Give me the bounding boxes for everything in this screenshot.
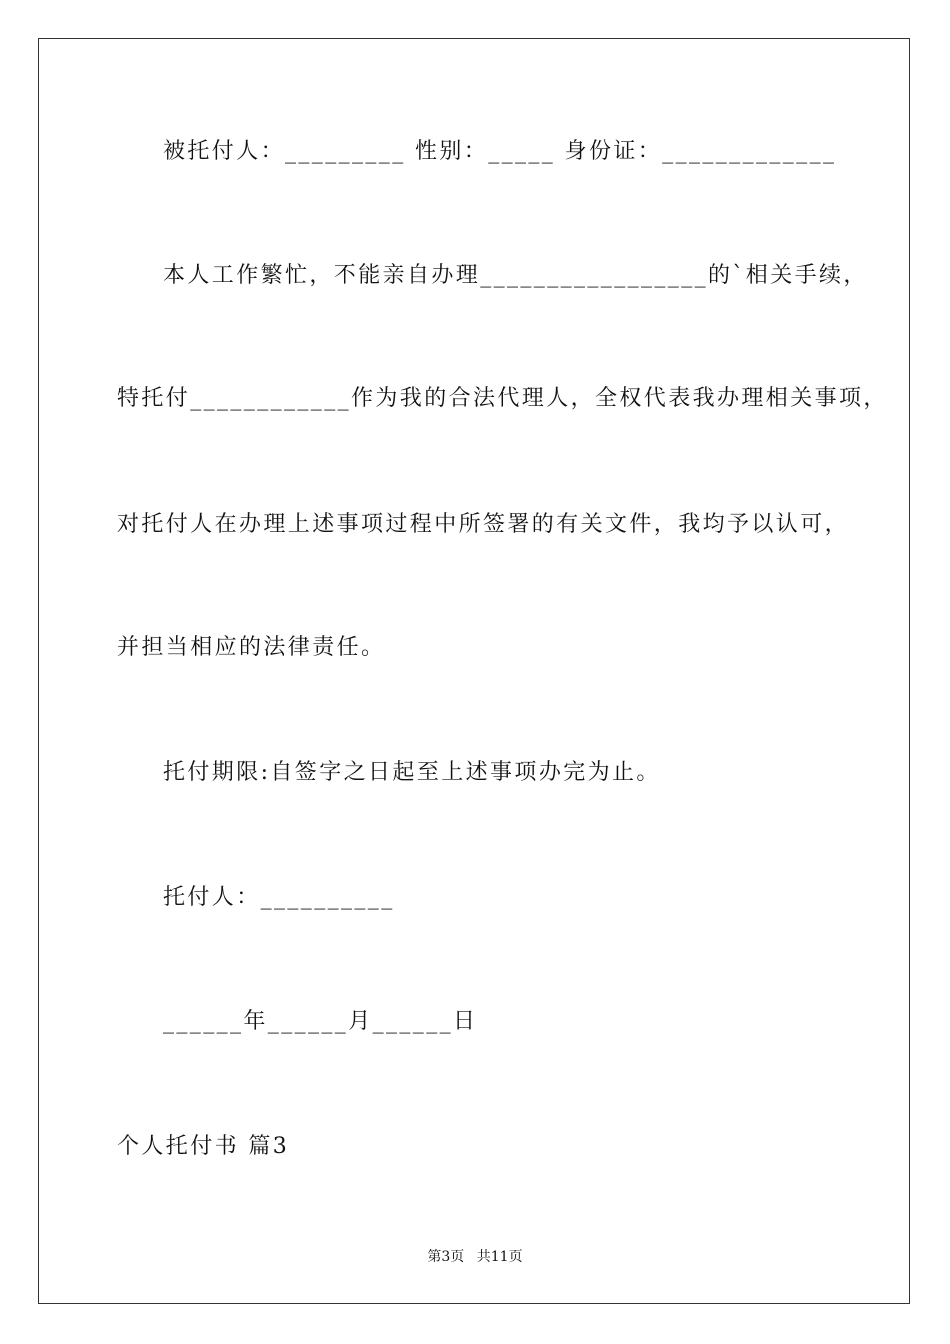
section-heading: 个人托付书 篇3 [117, 1134, 290, 1159]
term-line: 托付期限:自签字之日起至上述事项办完为止。 [163, 760, 661, 785]
page-frame [38, 38, 910, 1304]
principal-signature-line: 托付人：__________ [163, 885, 395, 910]
date-line: ______年______月______日 [163, 1009, 478, 1034]
paragraph-line-3: 对托付人在办理上述事项过程中所签署的有关文件，我均予以认可， [117, 512, 850, 537]
paragraph-line-4: 并担当相应的法律责任。 [117, 635, 386, 660]
paragraph-line-1: 本人工作繁忙，不能亲自办理_________________的`相关手续， [163, 263, 868, 288]
paragraph-line-2: 特托付____________作为我的合法代理人，全权代表我办理相关事项， [117, 386, 888, 411]
page-number: 第3页 [427, 1249, 465, 1265]
page-total: 共11页 [476, 1249, 523, 1265]
agent-info-line: 被托付人：_________ 性别：_____ 身份证：_____________ [163, 139, 837, 164]
page-footer [0, 1248, 950, 1266]
